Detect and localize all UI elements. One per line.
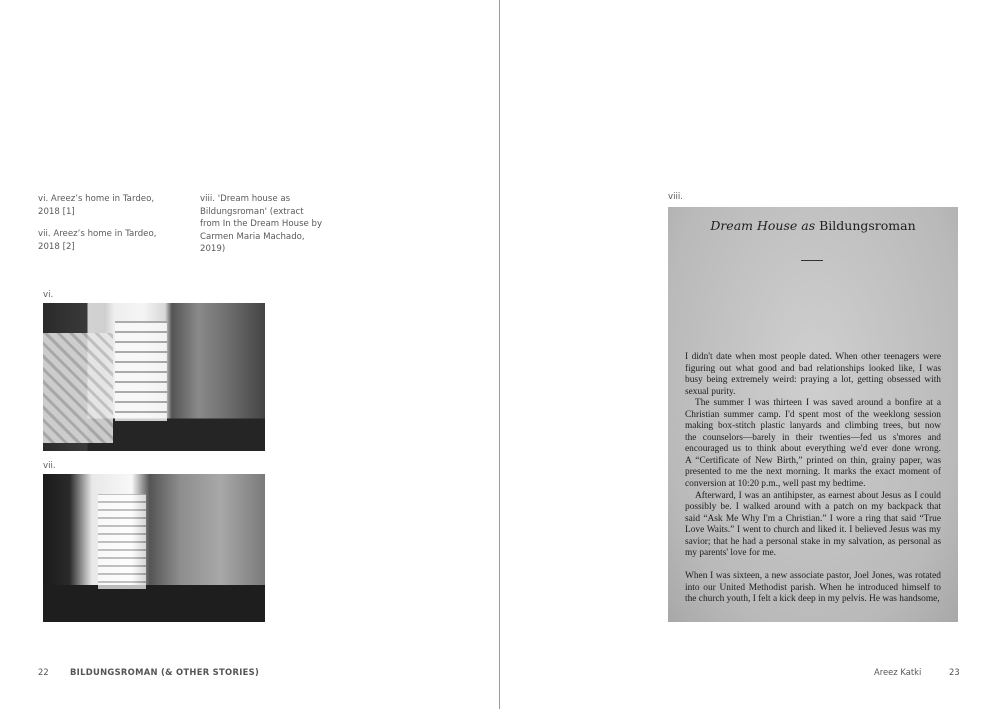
running-title: BILDUNGSROMAN (& OTHER STORIES) — [70, 667, 260, 677]
scan-text-line: Afterward, I was an antihipster, as earnest about Jesus as I could — [695, 490, 941, 501]
scan-text-line: making box-stitch plastic lanyards and climbing trees, but now — [685, 421, 941, 432]
scan-text-line: presented to me the next morning. It marks the exact moment of — [685, 467, 941, 478]
book-page-scan — [668, 207, 958, 622]
scan-text-line: said “Ask Me Why I'm a Christian.” I wore a ring that said “True — [685, 513, 941, 524]
scan-text-line: When I was sixteen, a new associate pastor, Joel Jones, was rotated — [685, 571, 941, 582]
figure-label-viii: viii. — [668, 192, 683, 202]
photo-areez-home-2 — [43, 474, 265, 622]
scan-text-line: A “Certificate of New Birth,” printed on thin, grainy paper, was — [685, 455, 941, 466]
scan-text-line — [685, 560, 941, 572]
title-rest: Bildungsroman — [819, 218, 916, 233]
title-italic: Dream House as — [710, 218, 816, 233]
page-gutter — [499, 0, 500, 709]
title-rule — [801, 260, 823, 261]
scan-text-line: my parents' love for me. — [685, 548, 776, 559]
photo-label-vii: vii. — [43, 461, 56, 471]
page-number-right: 23 — [949, 667, 960, 677]
scan-text-line: the counselors—barely in their twenties—fed us s'mores and — [685, 432, 941, 443]
scan-text-line: into our United Methodist parish. When he introduced himself to — [685, 582, 941, 593]
caption-vii: vii. Areez’s home in Tardeo, 2018 [2] — [38, 229, 157, 252]
author-name: Areez Katki — [874, 667, 922, 677]
caption-viii: viii. 'Dream house as Bildungsroman' (extract from In the Dream House by Carmen Maria Machado, 2019) — [200, 194, 323, 254]
scan-text-line: busy being extremely weird: praying a lot, getting obsessed with — [685, 375, 941, 386]
scan-chapter-title — [668, 218, 958, 233]
scan-text-line: conversion at 10:20 p.m., well past my bedtime. — [685, 479, 866, 490]
scan-body-text — [685, 352, 941, 606]
scan-text-line: savior; that he had a personal stake in my salvation, as personal as — [685, 536, 941, 547]
scan-text-line: figuring out what good and bad relationships looked like, I was — [685, 363, 941, 374]
scan-text-line: the church youth, I felt a kick deep in my pelvis. He was handsome, — [685, 594, 940, 605]
scan-text-line: Christian summer camp. I'd spent most of the weeklong session — [685, 409, 941, 420]
page-number-left: 22 — [38, 667, 49, 677]
scan-text-line: The summer I was thirteen I was saved around a bonfire at a — [695, 398, 941, 409]
scan-text-line: sexual purity. — [685, 386, 736, 397]
photo-areez-home-1 — [43, 303, 265, 451]
caption-vi: vi. Areez’s home in Tardeo, 2018 [1] — [38, 194, 155, 217]
scan-text-line: encouraged us to think about everything we'd ever done wrong. — [685, 444, 941, 455]
scan-text-line: Love Waits.” I went to church and liked it. I believed Jesus was my — [685, 525, 941, 536]
scan-text-line: I didn't date when most people dated. When other teenagers were — [685, 352, 941, 362]
scan-text-line: possibly be. I walked around with a patch on my backpack that — [685, 502, 941, 513]
photo-label-vi: vi. — [43, 290, 54, 300]
